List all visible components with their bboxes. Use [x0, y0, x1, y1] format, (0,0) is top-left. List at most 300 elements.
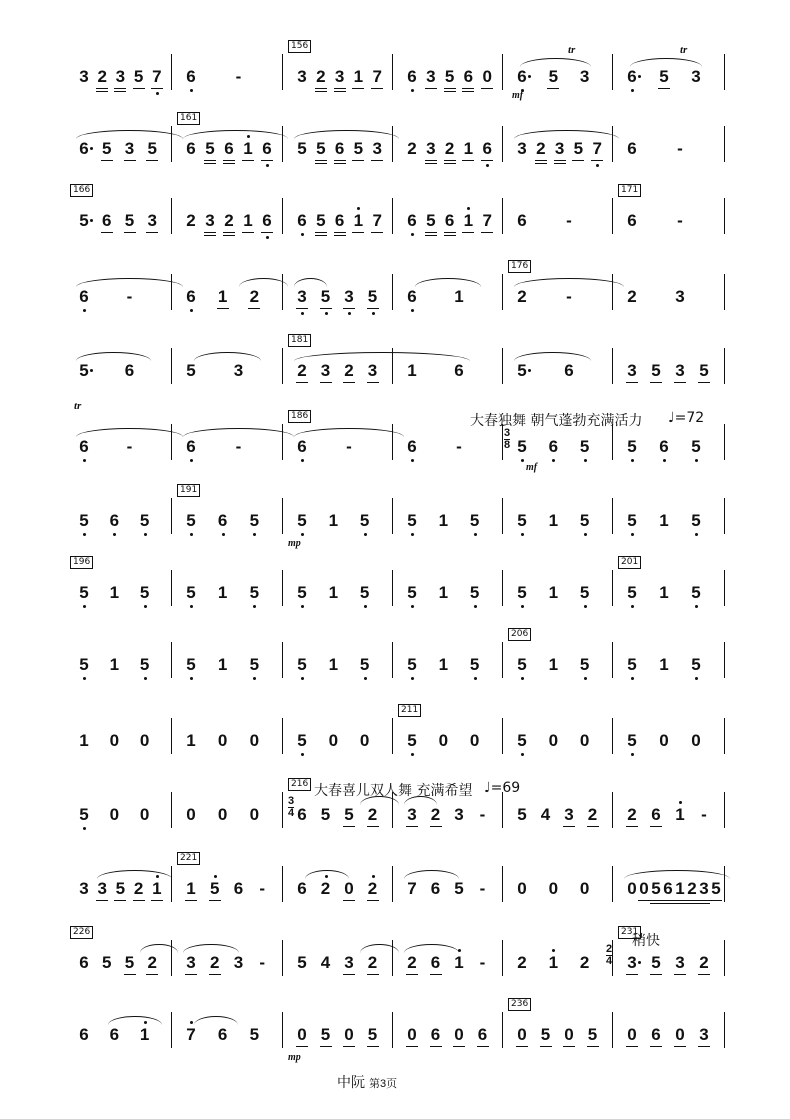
note-digit: 6: [407, 287, 417, 306]
jianpu-note: [367, 880, 379, 898]
underline-beam: [710, 900, 722, 901]
underline-beam: [124, 974, 136, 975]
measure: [618, 557, 730, 644]
low-octave-dot: [631, 605, 634, 608]
barline: [282, 792, 283, 828]
underline-beam: [554, 160, 566, 161]
double-underline-beam: [425, 163, 437, 164]
jianpu-note: [674, 362, 686, 380]
note-digit: 5: [297, 583, 307, 602]
barline: [724, 348, 725, 384]
note-digit: 0: [438, 731, 449, 750]
jianpu-note: [320, 288, 332, 306]
jianpu-note: [547, 512, 559, 530]
underline-beam: [343, 826, 355, 827]
underline-beam: [572, 160, 584, 161]
note-digit: 2: [320, 879, 331, 898]
note-digit: 5: [115, 879, 126, 898]
note-digit: 5: [205, 139, 215, 158]
underline-beam: [352, 88, 364, 89]
note-digit: 6: [517, 67, 527, 86]
jianpu-note: [367, 954, 379, 972]
note-digit: 0: [564, 1025, 574, 1044]
barline: [612, 866, 613, 902]
jianpu-note: [547, 584, 559, 602]
jianpu-note: [477, 1026, 489, 1044]
jianpu-note: [444, 140, 456, 158]
underline-beam: [223, 160, 235, 161]
jianpu-note: [359, 656, 371, 674]
jianpu-note: [453, 806, 465, 824]
jianpu-note: [367, 362, 379, 380]
measure-number: 156: [288, 40, 311, 53]
note-digit: 5: [579, 583, 590, 602]
note-digit: -: [259, 953, 266, 972]
underline-beam: [626, 974, 638, 975]
underline-beam: [343, 974, 355, 975]
note-digit: 2: [407, 953, 417, 972]
jianpu-note: [469, 584, 481, 602]
note-digit: 5: [573, 139, 584, 158]
barline: [171, 570, 172, 606]
double-underline-beam: [204, 235, 216, 236]
jianpu-note: [425, 140, 437, 158]
underline-beam: [315, 160, 327, 161]
note-digit: 2: [367, 805, 378, 824]
jianpu-note: [185, 212, 197, 230]
underline-beam: [371, 88, 383, 89]
note-digit: -: [456, 437, 462, 456]
jianpu-note: [371, 140, 383, 158]
dynamic-mf: mf: [526, 462, 538, 473]
measure: [288, 656, 398, 716]
barline: [282, 940, 283, 976]
underline-beam: [462, 88, 474, 89]
note-digit: 6: [334, 211, 345, 230]
underline-beam: [223, 232, 235, 233]
underline-beam: [334, 160, 346, 161]
note-digit: 1: [109, 655, 120, 674]
jianpu-note: [547, 68, 559, 86]
underline-beam: [662, 900, 674, 901]
jianpu-note: [626, 656, 638, 674]
barline: [724, 54, 725, 90]
note-digit: 2: [627, 805, 637, 824]
jianpu-note: [327, 584, 339, 602]
jianpu-note: [320, 362, 332, 380]
note-digit: 5: [316, 211, 326, 230]
note-digit: 5: [139, 655, 150, 674]
underline-beam: [563, 826, 575, 827]
dash-note: [233, 68, 245, 86]
note-digit: 1: [217, 655, 228, 674]
measure: [508, 806, 618, 866]
jianpu-note: [296, 806, 308, 824]
note-digit: 5: [469, 655, 480, 674]
note-digit: 5: [147, 139, 157, 158]
note-digit: 3: [564, 805, 574, 824]
note-digit: 5: [102, 953, 112, 972]
underline-beam: [540, 1046, 552, 1047]
underline-beam: [296, 1046, 308, 1047]
trill-mark: tr: [568, 44, 576, 56]
note-digit: 1: [548, 511, 559, 530]
jianpu-note: [674, 1026, 686, 1044]
note-digit: 6: [430, 953, 441, 972]
low-octave-dot: [521, 459, 524, 462]
barline: [502, 642, 503, 678]
jianpu-note: [96, 68, 108, 86]
jianpu-note: [139, 1026, 151, 1044]
instrument-name: 中阮: [337, 1074, 365, 1090]
note-digit: 0: [517, 879, 527, 898]
note-digit: 6: [627, 67, 637, 86]
underline-beam: [367, 974, 379, 975]
low-octave-dot: [190, 309, 193, 312]
jianpu-note: [425, 68, 437, 86]
underline-beam: [334, 88, 346, 89]
barline: [171, 792, 172, 828]
note-digit: 0: [548, 731, 559, 750]
note-digit: 5: [297, 953, 307, 972]
dash-note: [233, 438, 245, 456]
note-digit: 2: [407, 139, 417, 158]
note-digit: 3: [426, 139, 436, 158]
note-digit: 5: [249, 1025, 260, 1044]
measure: [177, 485, 288, 572]
note-digit: 5: [210, 879, 220, 898]
low-octave-dot: [301, 233, 304, 236]
underline-beam: [343, 1046, 355, 1047]
low-octave-dot: [364, 605, 367, 608]
note-digit: 6: [548, 437, 559, 456]
note-digit: 0: [186, 805, 196, 824]
underline-beam: [248, 308, 260, 309]
note-digit: 3: [454, 805, 464, 824]
jianpu-note: [242, 212, 254, 230]
note-digit: 5: [320, 1025, 331, 1044]
measure: [398, 68, 508, 128]
note-digit: 1: [548, 583, 559, 602]
high-octave-dot: [552, 949, 555, 952]
jianpu-note: [698, 1026, 710, 1044]
note-digit: 5: [517, 583, 527, 602]
jianpu-note: [481, 68, 493, 86]
underline-beam: [343, 382, 355, 383]
jianpu-note: [587, 806, 599, 824]
jianpu-note: [579, 68, 591, 86]
underline-beam: [674, 974, 686, 975]
note-digit: 5: [517, 731, 527, 750]
jianpu-note: [248, 806, 260, 824]
jianpu-note: [626, 288, 638, 306]
jianpu-note: [650, 954, 662, 972]
low-octave-dot: [631, 533, 634, 536]
note-digit: 5: [353, 139, 364, 158]
dash-note: [477, 880, 489, 898]
underline-beam: [563, 1046, 575, 1047]
note-digit: 1: [438, 655, 449, 674]
note-digit: 5: [124, 211, 135, 230]
low-octave-dot: [596, 164, 599, 167]
jianpu-note: [674, 288, 686, 306]
note-digit: -: [479, 805, 486, 824]
jianpu-note: [101, 212, 113, 230]
double-underline-beam: [223, 235, 235, 236]
dash-note: [477, 954, 489, 972]
low-octave-dot: [83, 605, 86, 608]
measure: [508, 438, 618, 498]
low-octave-dot: [301, 677, 304, 680]
note-digit: 0: [548, 879, 559, 898]
barline: [724, 198, 725, 234]
jianpu-note: [563, 1026, 575, 1044]
barline: [612, 54, 613, 90]
slur-tie: [108, 1016, 162, 1025]
jianpu-note: [579, 732, 591, 750]
underline-beam: [315, 88, 327, 89]
high-octave-dot: [679, 801, 682, 804]
note-digit: 5: [133, 67, 144, 86]
note-digit: 4: [540, 805, 551, 824]
measure: [177, 113, 288, 200]
underline-beam: [114, 900, 126, 901]
note-digit: 3: [147, 211, 157, 230]
low-octave-dot: [411, 533, 414, 536]
underline-beam: [626, 826, 638, 827]
underline-beam: [674, 382, 686, 383]
jianpu-note: [516, 1026, 528, 1044]
jianpu-note: [690, 438, 702, 456]
note-digit: 0: [469, 731, 480, 750]
jianpu-note: [425, 212, 437, 230]
jianpu-note: [327, 732, 339, 750]
note-digit: 3: [233, 361, 244, 380]
jianpu-note: [547, 880, 559, 898]
barline: [612, 792, 613, 828]
low-octave-dot: [474, 677, 477, 680]
jianpu-note: [343, 806, 355, 824]
page-footer: [337, 1072, 397, 1092]
note-digit: 5: [102, 139, 112, 158]
note-digit: 3: [297, 287, 307, 306]
dash-note: [563, 212, 575, 230]
jianpu-note: [248, 656, 260, 674]
note-digit: 3: [407, 805, 417, 824]
jianpu-note: [626, 732, 638, 750]
note-digit: -: [677, 139, 683, 158]
note-digit: 1: [217, 287, 228, 306]
jianpu-note: [185, 288, 197, 306]
jianpu-note: [248, 732, 260, 750]
note-digit: 4: [320, 953, 331, 972]
barline: [392, 498, 393, 534]
jianpu-note: [481, 140, 493, 158]
jianpu-note: [217, 584, 229, 602]
jianpu-note: [133, 68, 145, 86]
jianpu-note: [650, 806, 662, 824]
low-octave-dot: [521, 605, 524, 608]
slur-tie: [140, 944, 177, 953]
jianpu-note: [124, 140, 136, 158]
note-digit: 2: [517, 287, 527, 306]
note-digit: 3: [372, 139, 382, 158]
low-octave-dot: [411, 753, 414, 756]
barline: [612, 348, 613, 384]
jianpu-note: [334, 68, 346, 86]
note-digit: 5: [297, 511, 307, 530]
time-signature: [504, 428, 510, 451]
jianpu-note: [296, 140, 308, 158]
jianpu-note: [686, 880, 698, 898]
note-digit: 6: [186, 287, 196, 306]
low-octave-dot: [83, 459, 86, 462]
jianpu-note: [469, 512, 481, 530]
jianpu-note: [185, 1026, 197, 1044]
low-octave-dot: [584, 533, 587, 536]
underline-beam: [101, 232, 113, 233]
slur-tie: [194, 352, 261, 361]
measure-number: 171: [618, 184, 641, 197]
underline-beam: [343, 900, 355, 901]
measure: [398, 212, 508, 272]
underline-beam: [146, 232, 158, 233]
double-underline-beam: [535, 163, 547, 164]
slur-tie: [624, 870, 730, 879]
measure: [70, 656, 177, 716]
note-digit: 5: [469, 511, 480, 530]
underline-beam: [185, 974, 197, 975]
double-underline-beam: [334, 163, 346, 164]
underline-beam: [320, 1046, 332, 1047]
jianpu-note: [406, 880, 418, 898]
note-digit: 5: [540, 1025, 551, 1044]
note-digit: 6: [430, 879, 441, 898]
note-digit: 6: [297, 437, 307, 456]
underline-beam: [686, 900, 698, 901]
underline-beam: [587, 826, 599, 827]
note-digit: 0: [328, 731, 339, 750]
measure: [618, 68, 730, 128]
measure: [398, 288, 508, 348]
measure-number: 226: [70, 926, 93, 939]
note-digit: 5: [659, 67, 669, 86]
underline-beam: [698, 382, 710, 383]
underline-beam: [425, 88, 437, 89]
note-digit: -: [235, 67, 242, 86]
jianpu-note: [626, 954, 638, 972]
note-digit: 0: [217, 805, 228, 824]
jianpu-note: [563, 362, 575, 380]
jianpu-note: [516, 362, 528, 380]
underline-beam: [209, 974, 221, 975]
note-digit: 6: [517, 211, 527, 230]
note-digit: 5: [320, 287, 331, 306]
low-octave-dot: [364, 533, 367, 536]
low-octave-dot: [83, 309, 86, 312]
barline: [724, 424, 725, 460]
note-digit: 5: [691, 655, 701, 674]
jianpu-note: [658, 68, 670, 86]
jianpu-note: [516, 68, 528, 86]
note-digit: 6: [334, 139, 345, 158]
note-digit: 3: [554, 139, 565, 158]
jianpu-note: [462, 212, 474, 230]
underline-beam: [101, 160, 113, 161]
tempo-text: 大春喜儿双人舞 充满希望: [314, 783, 473, 799]
underline-beam: [320, 308, 332, 309]
note-digit: 0: [139, 805, 150, 824]
underline-beam: [204, 232, 216, 233]
barline: [282, 348, 283, 384]
note-digit: 5: [517, 655, 527, 674]
note-digit: 5: [627, 655, 637, 674]
measure: [288, 411, 398, 498]
jianpu-note: [579, 954, 591, 972]
note-digit: 5: [124, 953, 135, 972]
underline-beam: [587, 1046, 599, 1047]
jianpu-note: [710, 880, 722, 898]
note-digit: 0: [482, 67, 492, 86]
jianpu-note: [626, 512, 638, 530]
measure-number: 206: [508, 628, 531, 641]
measure: [177, 1026, 288, 1086]
note-digit: 1: [353, 67, 364, 86]
jianpu-note: [78, 806, 90, 824]
jianpu-note: [371, 212, 383, 230]
low-octave-dot: [631, 89, 634, 92]
jianpu-note: [698, 880, 710, 898]
dash-note: [343, 438, 355, 456]
double-underline-beam: [444, 91, 456, 92]
jianpu-note: [185, 512, 197, 530]
jianpu-note: [453, 880, 465, 898]
jianpu-note: [406, 68, 418, 86]
jianpu-note: [359, 732, 371, 750]
double-underline-beam: [674, 903, 686, 904]
jianpu-note: [453, 1026, 465, 1044]
time-signature-top: 3: [504, 427, 511, 439]
measure: [618, 1026, 730, 1086]
underline-beam: [146, 160, 158, 161]
barline: [282, 274, 283, 310]
augmentation-dot: [638, 75, 641, 78]
barline: [502, 792, 503, 828]
note-digit: 0: [675, 1025, 685, 1044]
jianpu-note: [296, 1026, 308, 1044]
jianpu-note: [516, 732, 528, 750]
jianpu-note: [217, 656, 229, 674]
low-octave-dot: [631, 753, 634, 756]
measure-number: 221: [177, 852, 200, 865]
jianpu-note: [406, 512, 418, 530]
jianpu-note: [185, 584, 197, 602]
measure: [618, 185, 730, 272]
measure: [398, 806, 508, 866]
note-digit: 1: [186, 731, 196, 750]
measure: [398, 880, 508, 940]
jianpu-note: [101, 954, 113, 972]
note-digit: 1: [463, 139, 474, 158]
jianpu-note: [690, 584, 702, 602]
note-digit: 1: [438, 511, 449, 530]
low-octave-dot: [552, 459, 555, 462]
note-digit: 0: [297, 1025, 307, 1044]
note-digit: 5: [139, 511, 150, 530]
jianpu-note: [591, 140, 603, 158]
note-digit: 5: [186, 511, 196, 530]
underline-beam: [371, 232, 383, 233]
